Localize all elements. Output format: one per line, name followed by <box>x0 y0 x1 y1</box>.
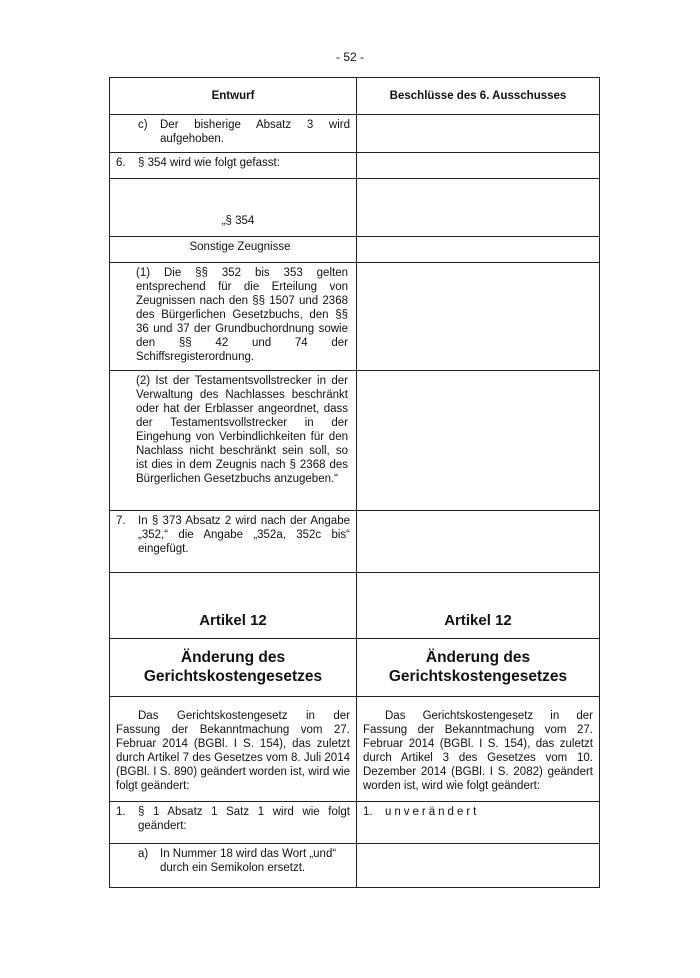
paragraph-2: (2) Ist der Testamentsvollstrecker in der Verwaltung des Nachlasses beschränkt oder hat der Erblasser angeordnet, dass der Testamentsvollstrecker in der Eingehung von Verbindlichkeiten für den Nachlass nicht beschränkt sein soll, so ist dies in dem Zeugnis nach § 2368 des Bürgerlichen Gesetzbuchs anzugeben.“ <box>136 375 348 485</box>
section-title: „§ 354 <box>221 215 255 227</box>
cell-right <box>357 153 600 179</box>
cell-right <box>357 237 600 263</box>
cell-right <box>357 844 600 888</box>
table-row <box>110 115 600 153</box>
cell-right <box>357 115 600 153</box>
item-text: Der bisherige Absatz 3 wird aufgehoben. <box>160 119 350 145</box>
cell-left <box>110 511 357 573</box>
table-header-row <box>110 78 600 115</box>
cell-right <box>357 263 600 371</box>
item-text: unverändert <box>385 806 480 818</box>
cell-left <box>110 153 357 179</box>
table-row <box>110 802 600 844</box>
table-row <box>110 263 600 371</box>
cell-left <box>110 115 357 153</box>
list-item-c <box>116 118 350 146</box>
table-row <box>110 573 600 639</box>
intro-text-right: Das Gerichtskostengesetz in der Fassung der Bekanntmachung vom 27. Februar 2014 (BGBl. I S. 154), das zuletzt durch Artikel 3 des Gesetzes vom 10. Dezember 2014 (BGBl. I S. 2082) geändert worden ist, wird wie folgt geändert: <box>363 710 593 792</box>
item-number: a) <box>138 848 149 860</box>
cell-right <box>357 802 600 844</box>
table-row <box>110 639 600 697</box>
paragraph-1: (1) Die §§ 352 bis 353 gelten entsprechend für die Erteilung von Zeugnissen nach den §§ 1507 und 2368 des Bürgerlichen Gesetzbuchs, den §§ 36 und 37 der Grundbuchordnung sowie den §§ 42 und 74 der Schiffsregisterordnung. <box>136 267 348 363</box>
table-row <box>110 697 600 802</box>
item-number: 7. <box>116 515 126 527</box>
table-row <box>110 371 600 511</box>
item-number: 1. <box>363 806 373 818</box>
item-text: In § 373 Absatz 2 wird nach der Angabe „352,“ die Angabe „352a, 352c bis“ eingefügt. <box>138 515 350 555</box>
item-text: In Nummer 18 wird das Wort „und“ durch ein Semikolon ersetzt. <box>160 848 337 874</box>
section-subtitle: Sonstige Zeugnisse <box>189 241 291 253</box>
table-row <box>110 844 600 888</box>
table-row <box>110 153 600 179</box>
list-item-6 <box>116 156 350 170</box>
table-row <box>110 237 600 263</box>
list-item-1-right <box>363 805 593 819</box>
cell-right <box>357 179 600 237</box>
cell-right <box>357 697 600 802</box>
cell-left <box>110 237 357 263</box>
cell-right <box>357 371 600 511</box>
column-header-beschluesse: Beschlüsse des 6. Ausschusses <box>357 78 600 115</box>
item-number: 6. <box>116 157 126 169</box>
cell-left <box>110 573 357 639</box>
cell-left <box>110 639 357 697</box>
page-number: - 52 - <box>335 50 364 64</box>
cell-right <box>357 511 600 573</box>
cell-left <box>110 263 357 371</box>
list-item-7 <box>116 514 350 556</box>
table-row <box>110 179 600 237</box>
list-item-1 <box>116 805 350 833</box>
artikel-title-right: Artikel 12 <box>444 612 512 629</box>
cell-left <box>110 697 357 802</box>
cell-right <box>357 639 600 697</box>
item-text: § 1 Absatz 1 Satz 1 wird wie folgt geändert: <box>138 806 350 832</box>
cell-left <box>110 802 357 844</box>
artikel-title-left: Artikel 12 <box>199 612 267 629</box>
column-header-entwurf: Entwurf <box>110 78 357 115</box>
artikel-heading-left: Änderung des Gerichtskostengesetzes <box>143 649 323 685</box>
item-text: § 354 wird wie folgt gefasst: <box>138 157 280 169</box>
artikel-heading-right: Änderung des Gerichtskostengesetzes <box>388 649 568 685</box>
cell-left <box>110 179 357 237</box>
item-number: 1. <box>116 806 126 818</box>
intro-text-left: Das Gerichtskostengesetz in der Fassung der Bekanntmachung vom 27. Februar 2014 (BGBl. I S. 154), das zuletzt durch Artikel 7 des Gesetzes vom 8. Juli 2014 (BGBl. I S. 890) geändert worden ist, wird wie folgt geändert: <box>116 710 350 792</box>
cell-left <box>110 844 357 888</box>
table-row <box>110 511 600 573</box>
cell-right <box>357 573 600 639</box>
cell-left <box>110 371 357 511</box>
list-item-a <box>116 847 350 875</box>
item-number: c) <box>138 119 148 131</box>
synopsis-table <box>109 77 600 888</box>
